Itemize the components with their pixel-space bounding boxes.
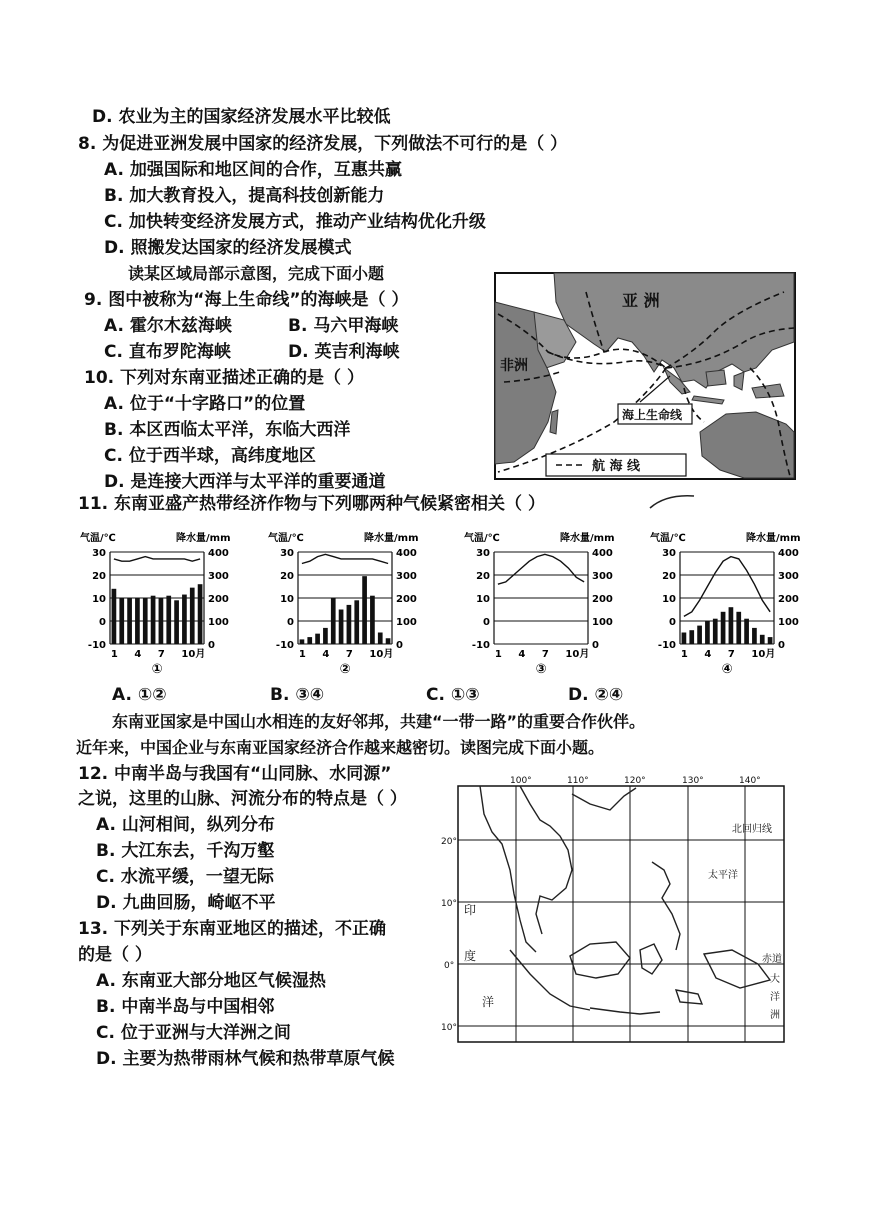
month-tick-label: 4 (134, 649, 142, 660)
temp-tick-label: 10 (92, 594, 106, 605)
q10-option-b: B. 本区西临太平洋，东临大西洋 (104, 420, 351, 440)
temp-tick-label: -10 (471, 640, 490, 651)
q13-option-a: A. 东南亚大部分地区气候湿热 (96, 971, 326, 991)
precip-bar (143, 598, 148, 644)
precip-tick-label: 400 (396, 548, 417, 559)
q7-option-d: D. 农业为主的国家经济发展水平比较低 (92, 107, 391, 127)
precip-axis-title: 降水量/mm (560, 533, 615, 544)
temp-tick-label: -10 (657, 640, 676, 651)
precip-bar (760, 635, 765, 644)
q9-stem: 9. 图中被称为“海上生命线”的海峡是（ ） (84, 290, 409, 310)
precip-bar (682, 633, 687, 645)
precip-bar (736, 612, 741, 644)
month-tick-label: 1 (298, 649, 306, 660)
precip-bar (151, 596, 156, 644)
intro-12-13-line2: 近年来，中国企业与东南亚国家经济合作越来越密切。读图完成下面小题。 (76, 738, 605, 757)
temp-tick-label: 20 (476, 571, 490, 582)
q8-option-b: B. 加大教育投入，提高科技创新能力 (104, 186, 385, 206)
precip-bar (307, 637, 312, 644)
month-tick-label: 1 (680, 649, 688, 660)
q13-option-b: B. 中南半岛与中国相邻 (96, 997, 275, 1017)
precip-tick-label: 300 (396, 571, 417, 582)
temp-tick-label: 0 (483, 617, 490, 628)
intro-12-13-line1: 东南亚国家是中国山水相连的友好邻邦，共建“一带一路”的重要合作伙伴。 (112, 712, 646, 731)
pacific-label: 太平洋 (708, 870, 738, 881)
q13-option-c: C. 位于亚洲与大洋洲之间 (96, 1023, 291, 1043)
precip-bar (378, 633, 383, 645)
lat-label-10: 10° (441, 899, 457, 909)
temp-tick-label: 0 (287, 617, 294, 628)
temp-tick-label: 20 (92, 571, 106, 582)
precip-bar (370, 596, 375, 644)
precip-axis-title: 降水量/mm (364, 533, 419, 544)
q11-stem: 11. 东南亚盛产热带经济作物与下列哪两种气候紧密相关（ ） (78, 494, 545, 514)
climate-chart-4-svg (650, 530, 822, 676)
temp-tick-label: 0 (669, 617, 676, 628)
precip-bar (362, 576, 367, 644)
q9-option-d: D. 英吉利海峡 (288, 342, 400, 362)
climate-chart-2-svg (268, 530, 440, 676)
temp-tick-label: 10 (280, 594, 294, 605)
indian-ocean-label-3: 洋 (482, 995, 495, 1009)
q8-option-d: D. 照搬发达国家的经济发展模式 (104, 238, 352, 258)
borneo-land (706, 370, 726, 386)
precip-bar (339, 610, 344, 645)
precip-tick-label: 100 (208, 617, 229, 628)
temp-line (498, 554, 584, 584)
chart-caption: ① (151, 662, 163, 676)
q9-option-a: A. 霍尔木兹海峡 (104, 316, 232, 336)
precip-tick-label: 200 (208, 594, 229, 605)
southeast-asia-map (440, 774, 790, 1046)
q10-option-d: D. 是连接大西洋与太平洋的重要通道 (104, 472, 386, 492)
precip-bar (744, 619, 749, 644)
precip-tick-label: 0 (208, 640, 215, 651)
month-tick-label: 4 (518, 649, 526, 660)
climate-chart-4 (650, 530, 822, 680)
q9-option-b: B. 马六甲海峡 (288, 316, 399, 336)
q10-stem: 10. 下列对东南亚描述正确的是（ ） (84, 368, 364, 388)
q10-option-a: A. 位于“十字路口”的位置 (104, 394, 306, 414)
q11-option-c: C. ①③ (426, 685, 480, 705)
q11-option-a: A. ①② (112, 685, 167, 705)
month-tick-label: 4 (322, 649, 330, 660)
precip-tick-label: 300 (592, 571, 613, 582)
precip-bar (112, 589, 117, 644)
q8-stem: 8. 为促进亚洲发展中国家的经济发展，下列做法不可行的是（ ） (78, 134, 568, 154)
precip-tick-label: 0 (778, 640, 785, 651)
precip-bar (721, 612, 726, 644)
q8-option-a: A. 加强国际和地区间的合作，互惠共赢 (104, 160, 402, 180)
precip-bar (752, 628, 757, 644)
precip-axis-title: 降水量/mm (176, 533, 231, 544)
temp-tick-label: 20 (662, 571, 676, 582)
q13-option-d: D. 主要为热带雨林气候和热带草原气候 (96, 1049, 395, 1069)
lon-label-120: 120° (624, 776, 646, 786)
lat-label-20: 20° (441, 837, 457, 847)
q10-option-c: C. 位于西半球，高纬度地区 (104, 446, 316, 466)
precip-bar (166, 596, 171, 644)
temp-axis-title: 气温/℃ (80, 533, 116, 544)
q12-option-b: B. 大江东去，千沟万壑 (96, 841, 275, 861)
lifeline-label: 海上生命线 (622, 408, 683, 422)
precip-bar (331, 598, 336, 644)
precip-bar (323, 628, 328, 644)
shipping-map (494, 272, 796, 480)
q12-stem-line2: 之说，这里的山脉、河流分布的特点是（ ） (78, 789, 407, 809)
tropic-label: 北回归线 (732, 824, 772, 835)
oceania-label-3: 洲 (770, 1010, 780, 1021)
temp-axis-title: 气温/℃ (268, 533, 304, 544)
precip-bar (354, 600, 359, 644)
month-tick-label: 7 (727, 649, 735, 660)
precip-tick-label: 200 (592, 594, 613, 605)
temp-axis-title: 气温/℃ (650, 533, 686, 544)
precip-bar (190, 588, 195, 644)
temp-tick-label: 0 (99, 617, 106, 628)
precip-tick-label: 400 (208, 548, 229, 559)
precip-bar (689, 630, 694, 644)
temp-tick-label: 30 (662, 548, 676, 559)
africa-label: 非洲 (500, 358, 528, 374)
precip-bar (768, 637, 773, 644)
precip-bar (135, 598, 140, 644)
q12-option-d: D. 九曲回肠，崎岖不平 (96, 893, 276, 913)
q11-option-d: D. ②④ (568, 685, 624, 705)
q9-option-c: C. 直布罗陀海峡 (104, 342, 231, 362)
climate-chart-1 (80, 530, 252, 680)
oceania-label-1: 大 (770, 974, 780, 985)
temp-tick-label: 20 (280, 571, 294, 582)
legend-label: 航 海 线 (592, 459, 641, 474)
precip-bar (182, 595, 187, 644)
climate-chart-3 (464, 530, 636, 680)
month-tick-label: 7 (345, 649, 353, 660)
precip-bar (174, 600, 179, 644)
climate-chart-1-svg (80, 530, 252, 676)
q12-option-c: C. 水流平缓，一望无际 (96, 867, 274, 887)
temp-tick-label: 30 (280, 548, 294, 559)
climate-chart-2 (268, 530, 440, 680)
temp-tick-label: -10 (275, 640, 294, 651)
q11-option-b: B. ③④ (270, 685, 325, 705)
asia-label: 亚 洲 (622, 291, 660, 310)
temp-tick-label: 10 (662, 594, 676, 605)
precip-tick-label: 300 (208, 571, 229, 582)
temp-tick-label: 10 (476, 594, 490, 605)
precip-tick-label: 100 (778, 617, 799, 628)
lon-label-110: 110° (567, 776, 589, 786)
lon-label-140: 140° (739, 776, 761, 786)
precip-tick-label: 200 (778, 594, 799, 605)
temp-line (684, 557, 770, 617)
precip-tick-label: 400 (592, 548, 613, 559)
q12-stem-line1: 12. 中南半岛与我国有“山同脉、水同源” (78, 764, 392, 784)
precip-tick-label: 300 (778, 571, 799, 582)
lat-label-10s: 10° (441, 1023, 457, 1033)
temp-axis-title: 气温/℃ (464, 533, 500, 544)
intro-9-10: 读某区域局部示意图，完成下面小题 (128, 264, 385, 283)
precip-bar (159, 598, 164, 644)
month-tick-label: 7 (157, 649, 165, 660)
month-tick-label: 7 (541, 649, 549, 660)
precip-bar (315, 634, 320, 644)
month-tick-label: 10月 (181, 649, 206, 660)
precip-bar (729, 607, 734, 644)
temp-tick-label: 30 (476, 548, 490, 559)
equator-label: 赤道 (762, 954, 782, 965)
q13-stem-line2: 的是（ ） (78, 945, 152, 965)
precip-tick-label: 200 (396, 594, 417, 605)
month-tick-label: 1 (494, 649, 502, 660)
precip-tick-label: 0 (592, 640, 599, 651)
chart-caption: ③ (535, 662, 547, 676)
precip-bar (713, 619, 718, 644)
precip-bar (347, 605, 352, 644)
temp-line (114, 557, 200, 562)
indian-ocean-label-2: 度 (464, 949, 477, 963)
precip-bar (697, 626, 702, 644)
q12-option-a: A. 山河相间，纵列分布 (96, 815, 275, 835)
precip-bar (127, 598, 132, 644)
precip-bar (198, 584, 203, 644)
lon-label-130: 130° (682, 776, 704, 786)
temp-line (302, 554, 388, 563)
temp-tick-label: 30 (92, 548, 106, 559)
climate-chart-3-svg (464, 530, 636, 676)
precip-axis-title: 降水量/mm (746, 533, 801, 544)
q13-stem-line1: 13. 下列关于东南亚地区的描述，不正确 (78, 919, 387, 939)
oceania-label-2: 洋 (770, 992, 780, 1003)
precip-tick-label: 100 (592, 617, 613, 628)
month-tick-label: 10月 (369, 649, 394, 660)
chart-caption: ② (339, 662, 351, 676)
precip-tick-label: 100 (396, 617, 417, 628)
month-tick-label: 4 (704, 649, 712, 660)
month-tick-label: 10月 (565, 649, 590, 660)
lat-label-0: 0° (444, 961, 455, 971)
pen-stroke-mark (648, 490, 698, 512)
month-tick-label: 1 (110, 649, 118, 660)
chart-caption: ④ (721, 662, 733, 676)
q8-option-c: C. 加快转变经济发展方式，推动产业结构优化升级 (104, 212, 486, 232)
indian-ocean-label-1: 印 (464, 903, 477, 917)
month-tick-label: 10月 (751, 649, 776, 660)
lon-label-100: 100° (510, 776, 532, 786)
precip-bar (705, 621, 710, 644)
precip-tick-label: 400 (778, 548, 799, 559)
precip-bar (119, 598, 124, 644)
precip-tick-label: 0 (396, 640, 403, 651)
precip-bar (300, 639, 305, 644)
precip-bar (386, 638, 391, 644)
temp-tick-label: -10 (87, 640, 106, 651)
